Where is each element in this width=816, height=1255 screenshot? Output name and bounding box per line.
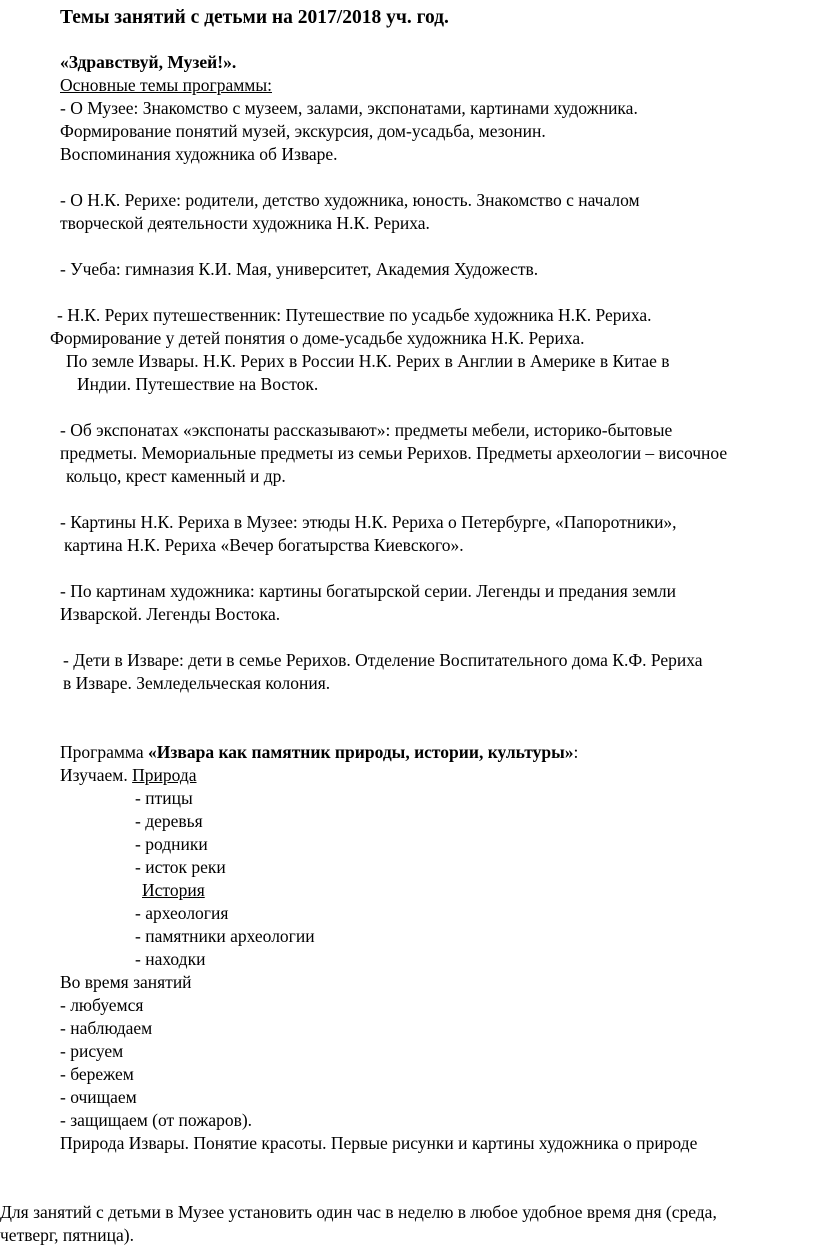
nature-heading: Природа (132, 765, 197, 785)
topic-line: кольцо, крест каменный и др. (66, 466, 286, 486)
program2-name: «Извара как памятник природы, истории, культуры» (148, 742, 574, 762)
during-item: - защищаем (от пожаров). (60, 1110, 253, 1130)
study-label: Изучаем. (60, 765, 133, 785)
topic-line: - Учеба: гимназия К.И. Мая, университет, Академия Художеств. (60, 259, 539, 279)
during-item: - рисуем (60, 1041, 124, 1061)
topic-line: Изварской. Легенды Востока. (60, 604, 281, 624)
topic-line: - Н.К. Рерих путешественник: Путешествие по усадьбе художника Н.К. Рериха. (57, 305, 652, 325)
topic-line: предметы. Мемориальные предметы из семьи Рерихов. Предметы археологии – височное (60, 443, 728, 463)
during-item: - бережем (60, 1064, 134, 1084)
during-heading: Во время занятий (60, 972, 192, 992)
footer-line: четверг, пятница). (0, 1225, 134, 1245)
nature-item: - исток реки (135, 857, 226, 877)
program2-heading (60, 744, 578, 762)
closing-line: Природа Извары. Понятие красоты. Первые рисунки и картины художника о природе (60, 1133, 698, 1153)
history-heading: История (142, 880, 205, 900)
during-item: - наблюдаем (60, 1018, 153, 1038)
history-item: - археология (135, 903, 229, 923)
program2-prefix: Программа (60, 742, 149, 762)
topic-line: По земле Извары. Н.К. Рерих в России Н.К. Рерих в Англии в Америке в Китае в (66, 351, 670, 371)
topic-line: - Дети в Изваре: дети в семье Рерихов. Отделение Воспитательного дома К.Ф. Рериха (63, 650, 703, 670)
nature-item: - деревья (135, 811, 203, 831)
during-item: - очищаем (60, 1087, 137, 1107)
topic-line: Формирование у детей понятия о доме-усадьбе художника Н.К. Рериха. (50, 328, 585, 348)
nature-item: - птицы (135, 788, 193, 808)
program-name: «Здравствуй, Музей!». (60, 52, 237, 72)
topic-line: - О Н.К. Рерихе: родители, детство художника, юность. Знакомство с началом (60, 190, 640, 210)
topic-line: - Картины Н.К. Рериха в Музее: этюды Н.К. Рериха о Петербурге, «Папоротники», (60, 512, 677, 532)
topic-line: Индии. Путешествие на Восток. (77, 374, 319, 394)
page-title: Темы занятий с детьми на 2017/2018 уч. год. (60, 7, 449, 28)
nature-item: - родники (135, 834, 208, 854)
history-item: - памятники археологии (135, 926, 315, 946)
topic-line: Формирование понятий музей, экскурсия, дом-усадьба, мезонин. (60, 121, 546, 141)
study-line (60, 767, 197, 785)
topic-line: - О Музее: Знакомство с музеем, залами, экспонатами, картинами художника. (60, 98, 638, 118)
topic-line: Воспоминания художника об Изваре. (60, 144, 338, 164)
program2-suffix: : (573, 742, 579, 762)
during-item: - любуемся (60, 995, 144, 1015)
topic-line: творческой деятельности художника Н.К. Рериха. (60, 213, 430, 233)
history-item: - находки (135, 949, 206, 969)
footer-line: Для занятий с детьми в Музее установить один час в неделю в любое удобное время дня (среда, (0, 1202, 717, 1222)
topic-line: картина Н.К. Рериха «Вечер богатырства Киевского». (64, 535, 464, 555)
topics-heading: Основные темы программы: (60, 75, 272, 95)
topic-line: - Об экспонатах «экспонаты рассказывают»: предметы мебели, историко-бытовые (60, 420, 673, 440)
topic-line: в Изваре. Земледельческая колония. (63, 673, 331, 693)
topic-line: - По картинам художника: картины богатырской серии. Легенды и предания земли (60, 581, 676, 601)
